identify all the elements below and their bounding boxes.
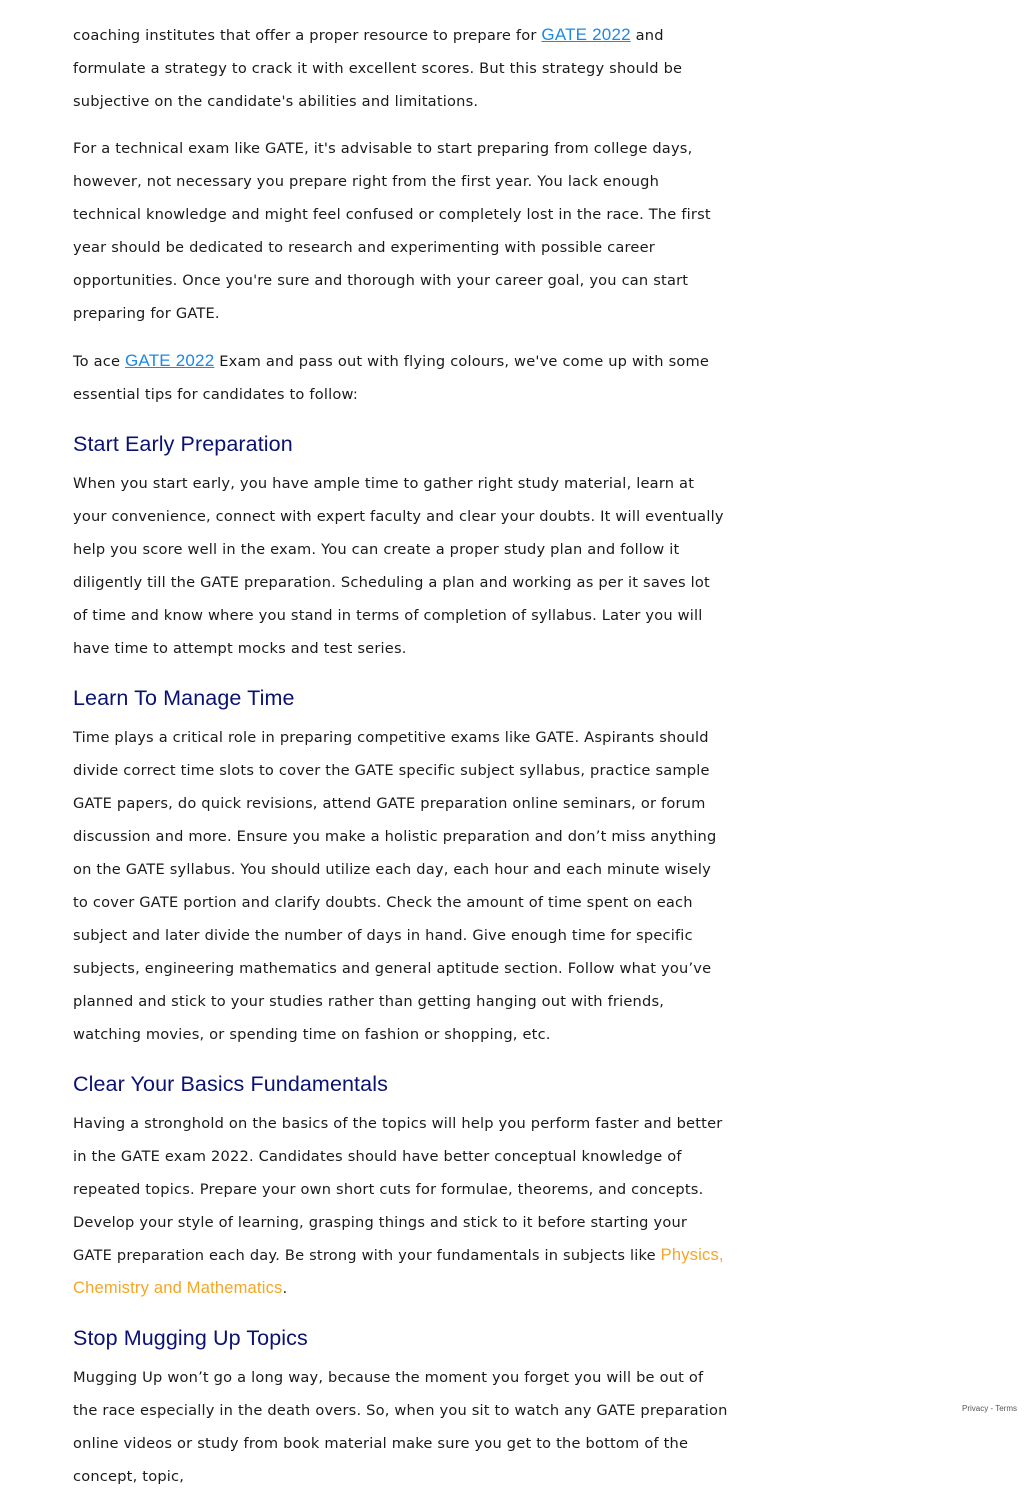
intro-paragraph-2: For a technical exam like GATE, it's advisable to start preparing from college days, however, not necessary you prepare right from the first year. You lack enough technical knowledge and might feel confused or completely lost in the race. The first year should be dedicated to research and experimenting with possible career opportunities. Once you're sure and thorough with your career goal, you can start preparing for GATE. bbox=[73, 140, 711, 322]
paragraph-learn-to-manage-time: Time plays a critical role in preparing competitive exams like GATE. Aspirants should divide correct time slots to cover the GATE specific subject syllabus, practice sample GATE papers, do quick revisions, attend GATE preparation online seminars, or forum discussion and more. Ensure you make a holistic preparation and don’t miss anything on the GATE syllabus. You should utilize each day, each hour and each minute wisely to cover GATE portion and clarify doubts. Check the amount of time spent on each subject and later divide the number of days in hand. Give enough time for specific subjects, engineering mathematics and general aptitude section. Follow what you’ve planned and stick to your studies rather than getting hanging out with friends, watching movies, or spending time on fashion or shopping, etc. bbox=[73, 729, 717, 1043]
heading-stop-mugging-up: Stop Mugging Up Topics bbox=[73, 1326, 308, 1350]
gate-2022-link-2[interactable]: GATE 2022 bbox=[125, 351, 215, 370]
article-body bbox=[73, 18, 728, 1507]
heading-learn-to-manage-time: Learn To Manage Time bbox=[73, 686, 295, 710]
paragraph-stop-mugging-up: Mugging Up won’t go a long way, because the moment you forget you will be out of the race especially in the death overs. So, when you sit to watch any GATE preparation online videos or study from book material make sure you get to the bottom of the concept, topic, bbox=[73, 1369, 728, 1485]
paragraph-clear-your-basics: Having a stronghold on the basics of the topics will help you perform faster and better in the GATE exam 2022. Candidates should have better conceptual knowledge of repeated topics. Prepare your own short cuts for formulae, theorems, and concepts. Develop your style of learning, grasping things and stick to it before starting your GATE preparation each day. Be strong with your fundamentals in subjects like Physics, Chemistry and Mathematics. bbox=[73, 1115, 724, 1297]
heading-clear-your-basics: Clear Your Basics Fundamentals bbox=[73, 1072, 388, 1096]
gate-2022-link-1[interactable]: GATE 2022 bbox=[541, 25, 631, 44]
privacy-link[interactable]: Privacy bbox=[962, 1404, 989, 1413]
intro-paragraph-1: coaching institutes that offer a proper resource to prepare for GATE 2022 and formulate a strategy to crack it with excellent scores. But this strategy should be subjective on the candidate's abilities and limitations. bbox=[73, 25, 683, 110]
physics-chemistry-mathematics-link[interactable]: Physics, Chemistry and Mathematics bbox=[73, 1246, 724, 1297]
recaptcha-privacy-terms bbox=[962, 1404, 1017, 1413]
heading-start-early-preparation: Start Early Preparation bbox=[73, 432, 293, 456]
terms-link[interactable]: Terms bbox=[995, 1404, 1017, 1413]
paragraph-start-early-preparation: When you start early, you have ample time to gather right study material, learn at your convenience, connect with expert faculty and clear your doubts. It will eventually help you score well in the exam. You can create a proper study plan and follow it diligently till the GATE preparation. Scheduling a plan and working as per it saves lot of time and know where you stand in terms of completion of syllabus. Later you will have time to attempt mocks and test series. bbox=[73, 475, 724, 657]
intro-paragraph-3: To ace GATE 2022 Exam and pass out with flying colours, we've come up with some essential tips for candidates to follow: bbox=[73, 351, 710, 403]
footer-separator: - bbox=[988, 1404, 996, 1413]
